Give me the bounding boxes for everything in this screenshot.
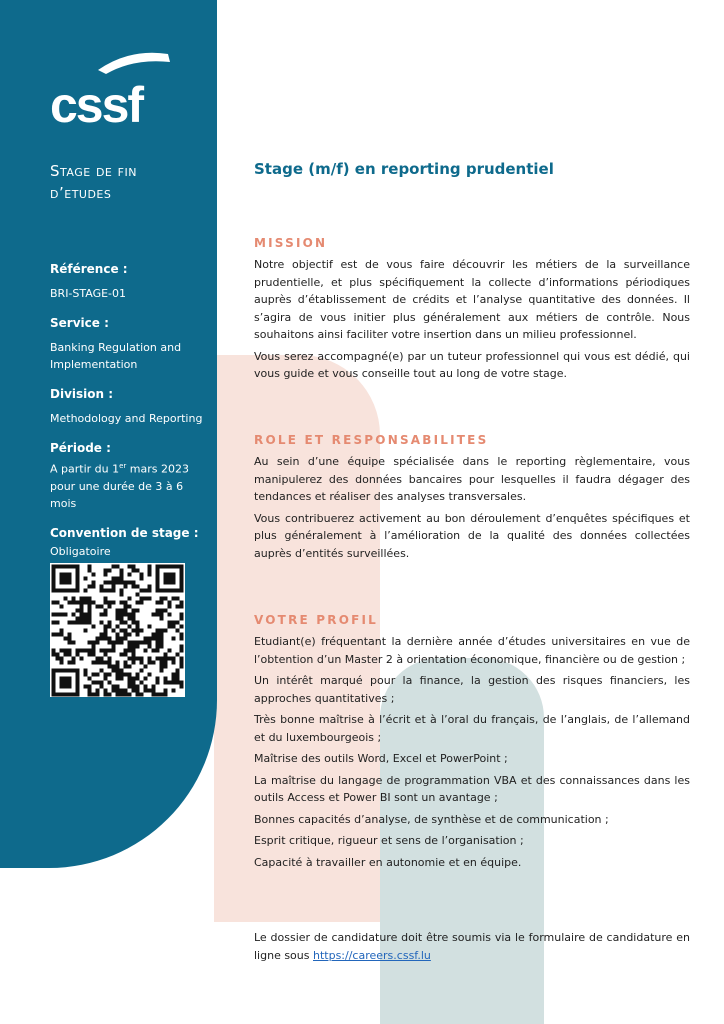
service-label: Service : (50, 316, 109, 330)
role-paragraph-1: Au sein d’une équipe spécialisée dans le reporting règlementaire, vous manipulerez des données bancaires pour lesquelles il faudra dégager des tendances et réaliser des analyses transversales. (254, 455, 690, 503)
cssf-logo (50, 48, 172, 128)
profil-heading: VOTRE PROFIL (254, 613, 379, 627)
qr-code-icon[interactable] (50, 563, 185, 697)
role-text (254, 453, 690, 566)
reference-value: BRI-STAGE-01 (50, 287, 127, 300)
profil-item: Très bonne maîtrise à l’écrit et à l’oral du français, de l’anglais, de l’allemand et du luxembourgeois ; (254, 713, 690, 744)
stage-title-line1: Stage de fin (50, 162, 137, 180)
svg-text:cssf: cssf (50, 77, 143, 128)
profil-item: Etudiant(e) fréquentant la dernière année d’études universitaires en vue de l’obtention d’un Master 2 à orientation économique, financière ou de gestion ; (254, 635, 690, 666)
mission-paragraph-2: Vous serez accompagné(e) par un tuteur professionnel qui vous est dédié, qui vous guide et vous conseille tout au long de votre stage. (254, 349, 690, 380)
mission-text (254, 256, 690, 387)
sidebar (0, 0, 217, 868)
job-title: Stage (m/f) en reporting prudentiel (254, 160, 554, 178)
division-label: Division : (50, 387, 114, 401)
stage-title (50, 160, 210, 204)
application-footer (254, 929, 690, 964)
profil-list (254, 633, 690, 875)
periode-sup: er (119, 462, 127, 470)
profil-item: Un intérêt marqué pour la finance, la gestion des risques financiers, les approches quantitatives ; (254, 674, 690, 705)
convention-value: Obligatoire (50, 544, 111, 558)
service-value: Banking Regulation and Implementation (50, 341, 182, 371)
profil-item: La maîtrise du langage de programmation VBA et des connaissances dans les outils Access et Power BI sont un avantage ; (254, 773, 690, 804)
careers-link[interactable]: https://careers.cssf.lu (313, 948, 431, 962)
periode-suffix: mars 2023 pour une durée de 3 à 6 mois (50, 462, 189, 510)
periode-label: Période : (50, 441, 111, 455)
convention-label: Convention de stage : (50, 525, 199, 540)
profil-item: Maîtrise des outils Word, Excel et PowerPoint ; (254, 752, 508, 765)
job-meta (50, 262, 212, 574)
role-heading: ROLE ET RESPONSABILITES (254, 433, 489, 447)
profil-item: Esprit critique, rigueur et sens de l’organisation ; (254, 834, 524, 847)
division-value: Methodology and Reporting (50, 412, 203, 425)
periode-value (50, 458, 212, 512)
mission-paragraph-1: Notre objectif est de vous faire découvrir les métiers de la surveillance prudentielle, et plus spécifiquement la collecte d’informations périodiques auprès d’établissement de crédits et l’analyse quantitative des données. Il s’agira de vous initier plus généralement aux métiers de contrôle. Nous souhaitons ainsi faciliter votre insertion dans un milieu professionnel. (254, 258, 690, 341)
profil-item: Bonnes capacités d’analyse, de synthèse et de communication ; (254, 812, 609, 826)
periode-prefix: A partir du 1 (50, 462, 120, 476)
mission-heading: MISSION (254, 236, 328, 250)
profil-item: Capacité à travailler en autonomie et en équipe. (254, 855, 522, 869)
role-paragraph-2: Vous contribuerez activement au bon déroulement d’enquêtes spécifiques et plus généralement à l’amélioration de la qualité des données collectées auprès d’entités surveillées. (254, 511, 690, 560)
footer-text: Le dossier de candidature doit être soumis via le formulaire de candidature en ligne sous (254, 931, 690, 962)
stage-title-line2: d’etudes (50, 184, 112, 202)
reference-label: Référence : (50, 262, 128, 276)
